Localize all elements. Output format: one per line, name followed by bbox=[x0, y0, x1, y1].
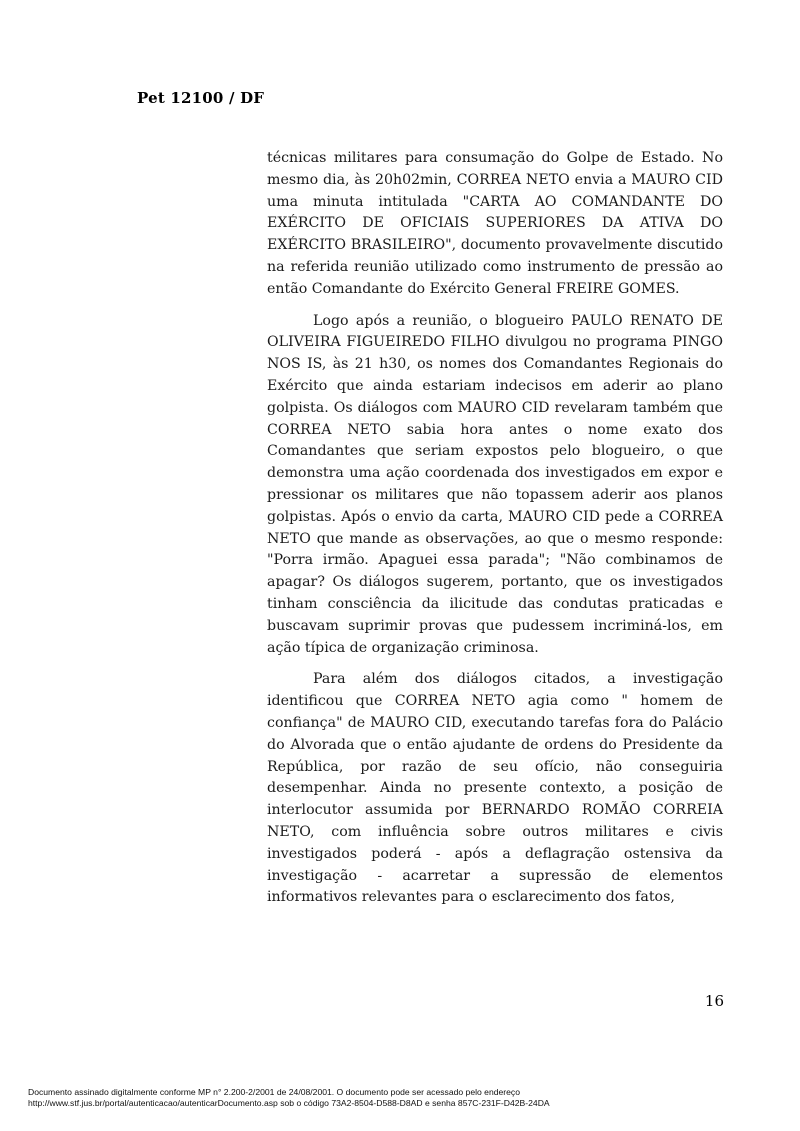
case-reference-header bbox=[137, 89, 264, 107]
footer-authentication-url: http://www.stf.jus.br/portal/autenticacao/autenticarDocumento.asp sob o código 73A2-8504-D588-D8AD e senha 857C-231F-D42B-24DA bbox=[28, 1098, 550, 1108]
signature-footer bbox=[28, 1087, 788, 1109]
paragraph-continuation: técnicas militares para consumação do Golpe de Estado. No mesmo dia, às 20h02min, CORREA NETO envia a MAURO CID uma minuta intitulada "CARTA AO COMANDANTE DO EXÉRCITO DE OFICIAIS SUPERIORES DA ATIVA DO EXÉRCITO BRASILEIRO", documento provavelmente discutido na referida reunião utilizado como instrumento de pressão ao então Comandante do Exército General FREIRE GOMES. bbox=[267, 150, 723, 297]
case-reference: Pet 12100 / DF bbox=[137, 89, 265, 107]
document-body bbox=[267, 148, 723, 919]
page-number: 16 bbox=[704, 992, 724, 1010]
paragraph-blogger: Logo após a reunião, o blogueiro PAULO RENATO DE OLIVEIRA FIGUEIREDO FILHO divulgou no programa PINGO NOS IS, às 21 h30, os nomes dos Comandantes Regionais do Exército que ainda estariam indecisos em aderir ao plano golpista. Os diálogos com MAURO CID revelaram também que CORREA NETO sabia hora antes o nome exato dos Comandantes que seriam expostos pelo blogueiro, o que demonstra uma ação coordenada dos investigados em expor e pressionar os militares que não topassem aderir aos planos golpistas. Após o envio da carta, MAURO CID pede a CORREA NETO que mande as observações, ao que o mesmo responde: "Porra irmão. Apaguei essa parada"; "Não combinamos de apagar? Os diálogos sugerem, portanto, que os investigados tinham consciência da ilicitude das condutas praticadas e buscavam suprimir provas que pudessem incriminá-los, em ação típica de organização criminosa. bbox=[267, 312, 723, 656]
footer-signature-notice: Documento assinado digitalmente conforme MP n° 2.200-2/2001 de 24/08/2001. O documento pode ser acessado pelo endereço bbox=[28, 1087, 521, 1097]
paragraph-trust-man: Para além dos diálogos citados, a investigação identificou que CORREA NETO agia como " homem de confiança" de MAURO CID, executando tarefas fora do Palácio do Alvorada que o então ajudante de ordens do Presidente da República, por razão de seu ofício, não conseguiria desempenhar. Ainda no presente contexto, a posição de interlocutor assumida por BERNARDO ROMÃO CORREIA NETO, com influência sobre outros militares e civis investigados poderá - após a deflagração ostensiva da investigação - acarretar a supressão de elementos informativos relevantes para o esclarecimento dos fatos, bbox=[267, 671, 723, 906]
